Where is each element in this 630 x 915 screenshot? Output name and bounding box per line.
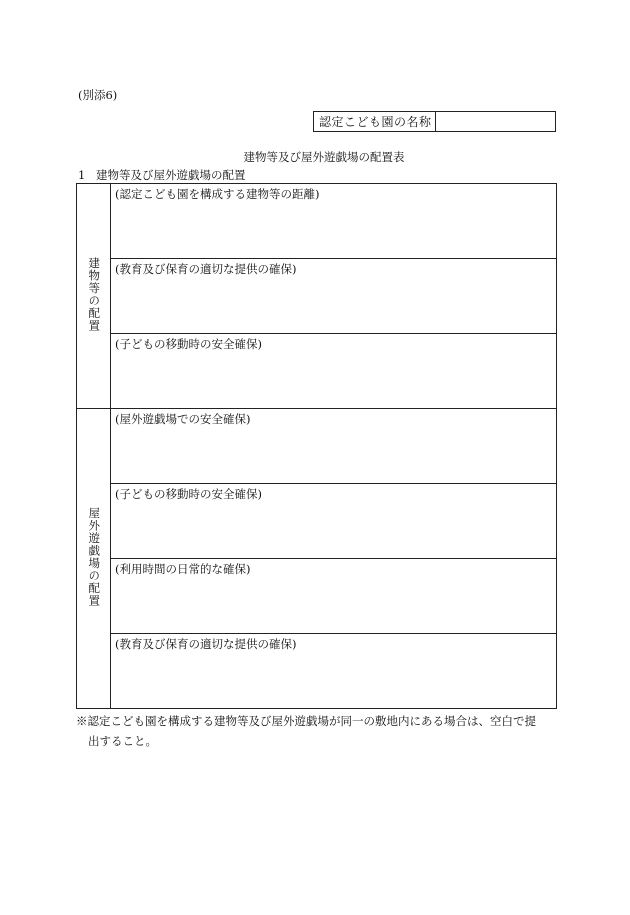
item-cell[interactable]: [111, 334, 557, 409]
item-label: (屋外遊戯場での安全確保): [115, 412, 251, 426]
item-label: (認定こども園を構成する建物等の距離): [115, 187, 320, 201]
table-row: [77, 259, 557, 334]
facility-name-field[interactable]: [436, 112, 555, 131]
item-label: (利用時間の日常的な確保): [115, 562, 251, 576]
facility-name-box: [313, 111, 556, 132]
table-row: [77, 484, 557, 559]
table-row: [77, 559, 557, 634]
item-label: (教育及び保育の適切な提供の確保): [115, 262, 297, 276]
table-row: [77, 634, 557, 709]
group-label-playground: 屋外遊戯場の配置: [87, 507, 102, 607]
item-label: (教育及び保育の適切な提供の確保): [115, 637, 297, 651]
item-cell[interactable]: [111, 184, 557, 259]
group-label-building: 建物等の配置: [87, 257, 102, 332]
item-cell[interactable]: [111, 409, 557, 484]
footnote-line-1: ※認定こども園を構成する建物等及び屋外遊戯場が同一の敷地内にある場合は、空白で提: [76, 714, 536, 728]
section-heading: [78, 167, 246, 183]
item-label: (子どもの移動時の安全確保): [115, 487, 262, 501]
item-cell[interactable]: [111, 484, 557, 559]
item-cell[interactable]: [111, 259, 557, 334]
attachment-label: (別添6): [78, 88, 118, 102]
group-cell-playground: [77, 409, 111, 709]
table-row: [77, 184, 557, 259]
footnote-line-2: 出すること。: [88, 734, 157, 748]
group-cell-building: [77, 184, 111, 409]
section-heading-text: 建物等及び屋外遊戯場の配置: [96, 168, 246, 182]
layout-table: [76, 183, 557, 709]
item-cell[interactable]: [111, 559, 557, 634]
table-row: [77, 409, 557, 484]
section-number: 1: [78, 168, 86, 182]
facility-name-label: 認定こども園の名称: [314, 112, 436, 131]
footnote: [76, 711, 558, 751]
document-title: 建物等及び屋外遊戯場の配置表: [243, 150, 405, 164]
table-row: [77, 334, 557, 409]
item-cell[interactable]: [111, 634, 557, 709]
item-label: (子どもの移動時の安全確保): [115, 337, 262, 351]
